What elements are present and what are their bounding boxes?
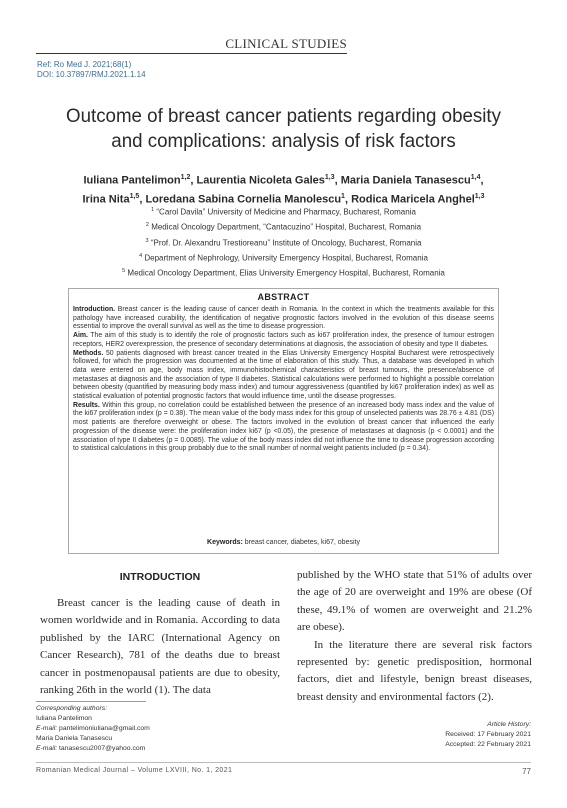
journal-reference: Ref: Ro Med J. 2021;68(1): [37, 60, 132, 69]
author-sup: 1,4: [470, 174, 481, 181]
title-line-2: and complications: analysis of risk factors: [111, 130, 456, 152]
author-sup: 1: [341, 192, 345, 200]
section-rule: [36, 53, 347, 54]
abstract-introduction: Introduction. Breast cancer is the leading cause of cancer death in Romania. In the context in which the treatments available for this pathology have increased curability, the identification of negative prognostic factors involved in the evolution of this disease seems essential to improve the overall survival as well as the time to disease progression.: [73, 306, 494, 331]
author-sup: 1,3: [324, 174, 335, 181]
author-name: Iuliana Pantelimon: [83, 174, 181, 187]
author-sup: 1,5: [129, 192, 140, 200]
affiliation-item: $^4$ Department of Nephrology, University Emergency Hospital, Bucharest, Romania: [139, 252, 428, 263]
author-sup: 1,2: [180, 174, 191, 181]
author-name: Loredana Sabina Cornelia Manolescu: [145, 193, 342, 206]
author-name: Laurentia Nicoleta Gales: [196, 174, 325, 187]
abstract-aim: Aim. The aim of this study is to identify the role of prognostic factors such as ki67 proliferation index, the presence of tumour estrogen receptors, HER2 overexpression, the presence of secondary determinations at diagnosis, the association of obesity and type II diabetes.: [73, 332, 494, 348]
introduction-heading: INTRODUCTION: [119, 571, 201, 583]
title-line-1: Outcome of breast cancer patients regarding obesity: [66, 105, 501, 127]
article-history: [445, 720, 531, 750]
article-title: [31, 104, 537, 154]
keywords-label: Keywords:: [207, 539, 243, 546]
page-number: 77: [522, 767, 531, 776]
corresponding-authors: Corresponding authors: Iuliana Pantelimon E-mail: pantelimoniuliana@gmail.com Maria Daniela Tanasescu E-mail: tanasescu2007@yahoo.com: [36, 705, 150, 752]
email-link[interactable]: pantelimoniuliana@gmail.com: [59, 724, 150, 732]
affiliation-item: $^3$ “Prof. Dr. Alexandru Trestioreanu” Institute of Oncology, Bucharest, Romania: [145, 237, 422, 248]
body-paragraph: Breast cancer is the leading cause of death in women worldwide and in Romania. According to data published by the IARC (International Agency on Cancer Research), 781 of the deaths due to breast cancer in postmenopausal patients are due to obesity, ranking 26th in the world (1). The data: [40, 597, 280, 697]
history-heading: Article History:: [487, 721, 531, 728]
affiliation-item: $^1$ “Carol Davila” University of Medicine and Pharmacy, Bucharest, Romania: [151, 207, 416, 217]
corresponding-heading: Corresponding authors:: [36, 705, 108, 712]
corresponding-name: Maria Daniela Tanasescu: [36, 734, 113, 742]
abstract-results: Results. Within this group, no correlation could be established between the presence of an increased body mass index and the value of the ki67 proliferation index (p = 0.38). The mean value of the body mass index for this group of unselected patients was 28.76 ± 4.81 (DS) most patients are therefore overweight or obese. The factors involved in the evolution of breast cancer that influenced the early progression of the disease were: the proliferation index ki67 (p <0.05), the presence of metastases at diagnosis (p < 0.0001) and the association of type II diabetes (p = 0.0085). The value of the body mass index did not influence the time to disease progression according to statistical calculations in this group probably due to the small number of normal weight patients included (p = 0.34).: [73, 401, 494, 453]
affiliation-item: $^5$ Medical Oncology Department, Elias University Emergency Hospital, Bucharest, Romania: [122, 268, 445, 278]
author-list: Iuliana Pantelimon$^{1,2}$, Laurentia Nicoleta Gales$^{1,3}$, Maria Daniela Tanasescu$^{1,4}$, Irina Nita$^{1,5}$, Loredana Sabina Cornelia Manolescu$^1$, Rodica Maricela Anghel$^{1,3}$: [82, 174, 485, 206]
author-name: Maria Daniela Tanasescu: [340, 174, 471, 187]
section-label: CLINICAL STUDIES: [225, 36, 347, 51]
author-sup: 1,3: [474, 192, 485, 200]
journal-footer: Romanian Medical Journal – Volume LXVIII, No. 1, 2021: [36, 767, 233, 774]
corresponding-name: Iuliana Pantelimon: [36, 714, 92, 722]
body-column-right: [297, 567, 532, 706]
body-paragraph: In the literature there are several risk factors represented by: genetic predisposition, hormonal factors, diet and lifestyle, benign breast diseases, breast density and environmental factors (2).: [297, 638, 532, 703]
footnote-rule: [36, 701, 146, 702]
email-link[interactable]: tanasescu2007@yahoo.com: [59, 744, 146, 752]
received-date: Received: 17 February 2021: [445, 730, 531, 738]
body-column-left: [40, 595, 280, 699]
abstract-methods: Methods. 50 patients diagnosed with breast cancer treated in the Elias University Emergency Hospital Bucharest were retrospectively followed, for which the progression was documented at the time of elaboration of this study. Thus, a database was developed in which data were entered on age, body mass index, immunohistochemical characteristics of breast tumours, the presence/absence of metastases at diagnosis and the association of type II diabetes. Statistical calculations were performed to highlight a possible correlation between obesity (quantified by measuring body mass index) and tumour aggressiveness (quantified by ki67 proliferation index) as well as statistical evaluation of potential prognostic factors that would influence time, until the disease progresses.: [73, 349, 495, 401]
keywords: [68, 539, 499, 546]
doi-link[interactable]: DOI: 10.37897/RMJ.2021.1.14: [37, 70, 146, 79]
author-name: Irina Nita: [82, 193, 130, 206]
body-paragraph: published by the WHO state that 51% of adults over the age of 20 are overweight and 19% are obese (Of these, 49.1% of women are overweight and 21.2% are obese).: [297, 569, 532, 634]
abstract-body: [73, 306, 494, 454]
abstract-heading: ABSTRACT: [257, 292, 310, 302]
accepted-date: Accepted: 22 February 2021: [445, 740, 531, 748]
author-name: Rodica Maricela Anghel: [351, 193, 475, 206]
affiliation-item: $^2$ Medical Oncology Department, “Cantacuzino” Hospital, Bucharest, Romania: [145, 222, 422, 232]
footer-rule: [36, 762, 531, 763]
affiliation-list: [30, 204, 537, 280]
keywords-text: breast cancer, diabetes, ki67, obesity: [244, 539, 360, 546]
